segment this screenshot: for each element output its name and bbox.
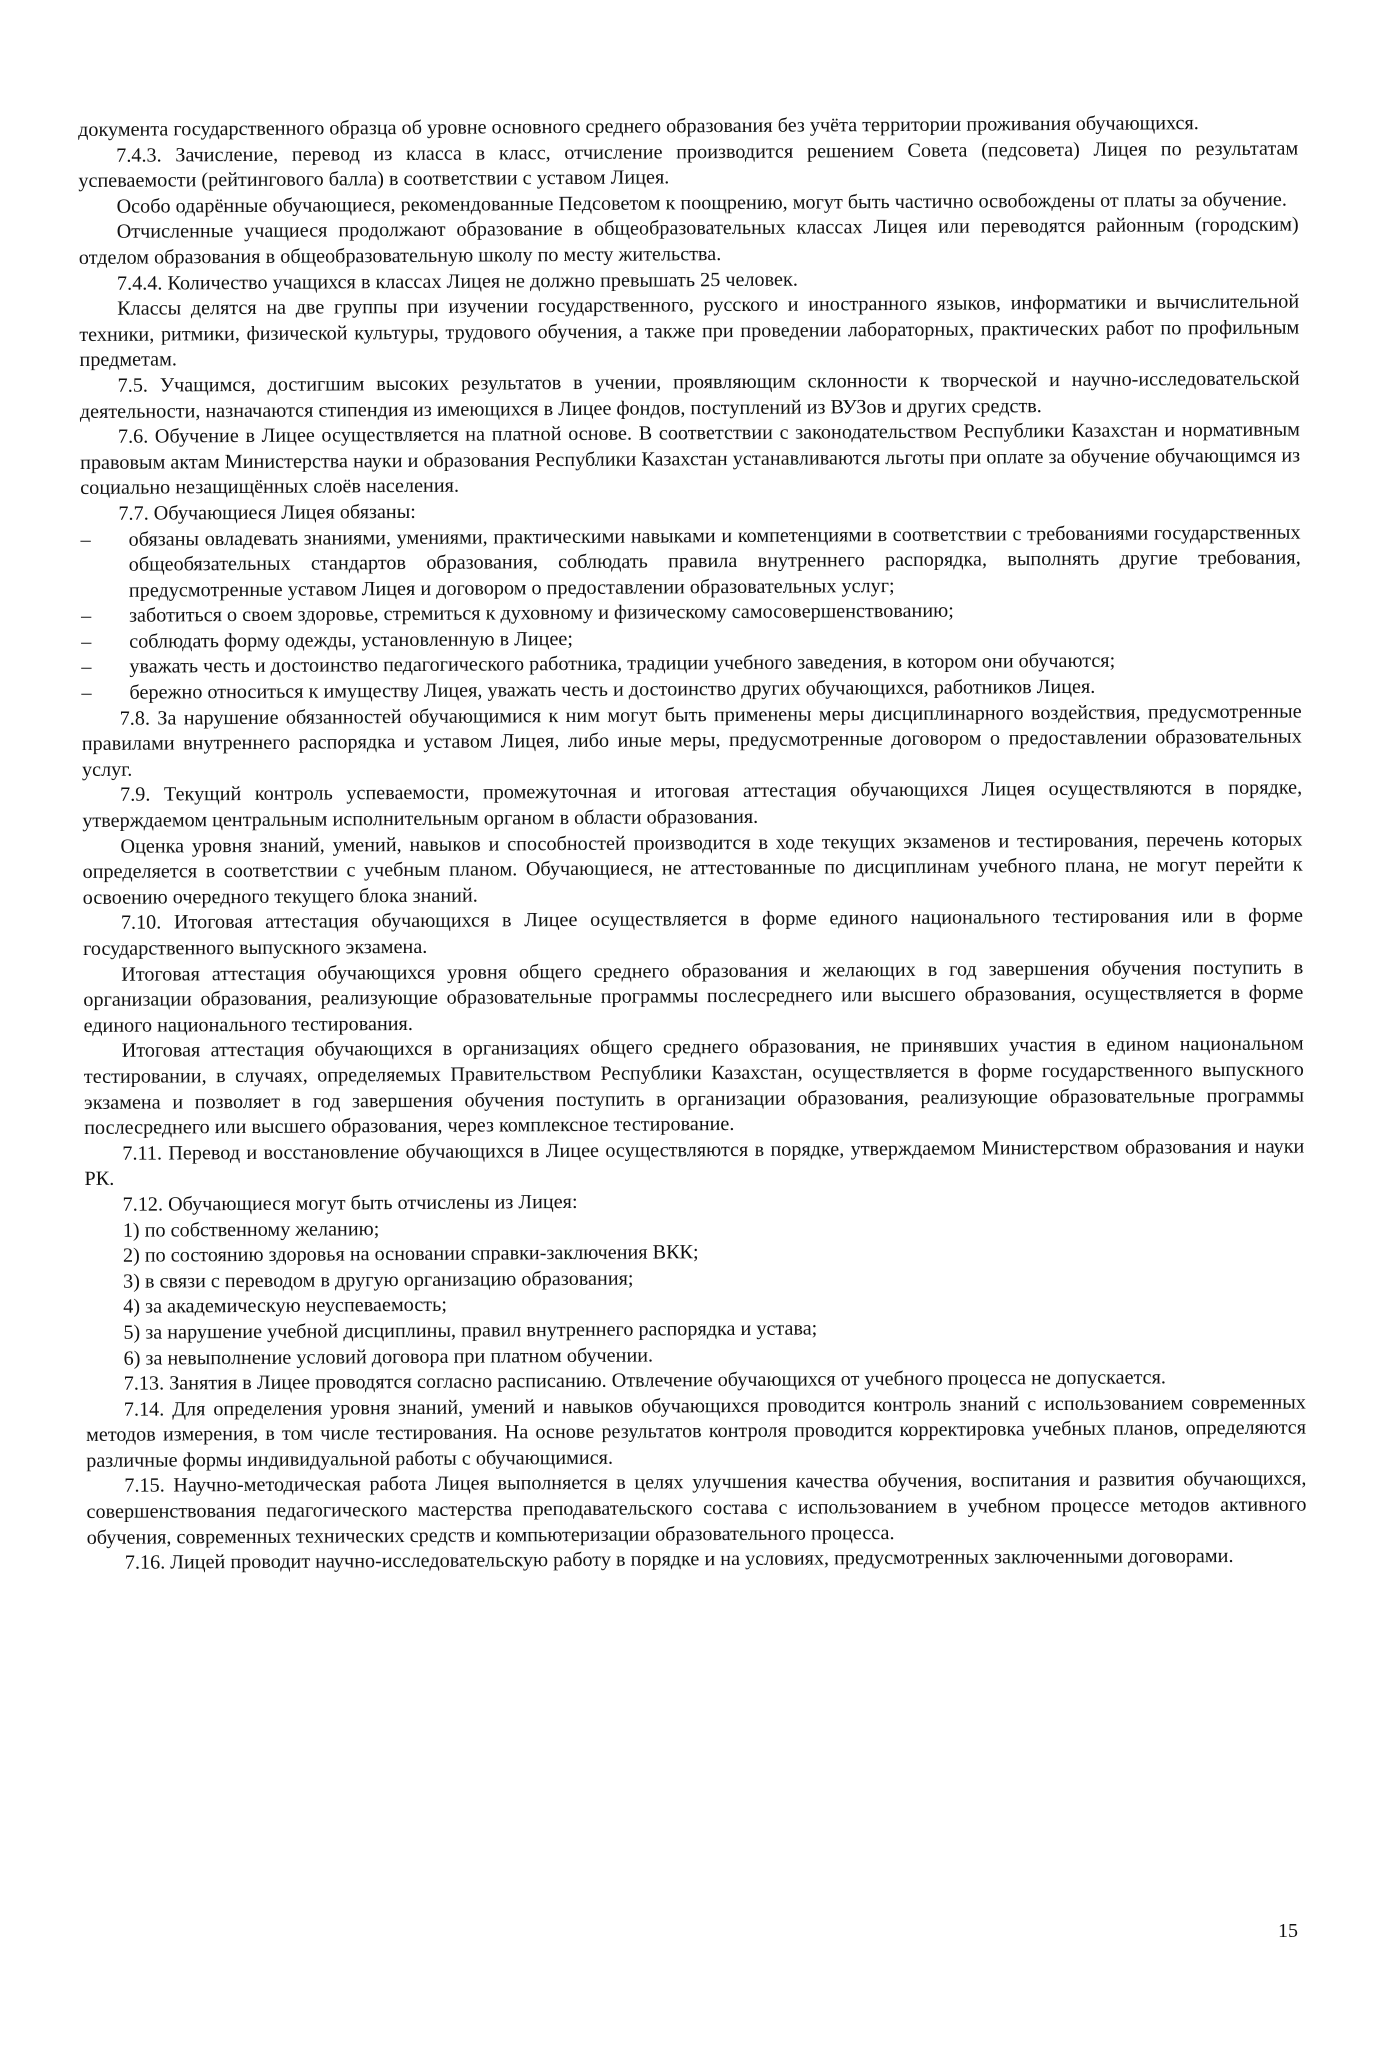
paragraph: 7.4.4. Количество учащихся в классах Лицея не должно превышать 25 человек. — [116, 268, 798, 295]
duty-list-item: – заботиться о своем здоровье, стремиться к духовному и физическому самосовершенствованию; — [81, 597, 1301, 630]
expulsion-reason-item: 6) за невыполнение условий договора при платном обучении. — [123, 1344, 654, 1370]
paragraph: Классы делятся на две группы при изучении государственного, русского и иностранного языков, информатики и вычислительной техники, ритмики, физической культуры, трудового обучения, а также при проведении лабораторных, практических работ по профильным предметам. — [79, 290, 1300, 372]
paragraph: Отчисленные учащиеся продолжают образование в общеобразовательных классах Лицея или переводятся районным (городским) отделом образования в общеобразовательную школу по месту жительства. — [78, 213, 1299, 269]
document-body — [78, 111, 1307, 1577]
expulsion-reason-item: 5) за нарушение учебной дисциплины, правил внутреннего распорядка и устава; — [123, 1317, 818, 1344]
paragraph: Оценка уровня знаний, умений, навыков и способностей производится в ходе текущих экзаменов и тестирования, перечень которых определяется в соответствии с учебным планом. Обучающиеся, не аттестованные по дисциплинам учебного плана, не могут перейти к освоению очередного текущего блока знаний. — [82, 828, 1303, 909]
paragraph: 7.16. Лицей проводит научно-исследовательскую работу в порядке и на условиях, предусмотренных заключенными договорами. — [124, 1545, 1234, 1574]
paragraph: 7.6. Обучение в Лицее осуществляется на платной основе. В соответствии с законодательством Республики Казахстан и нормативным правовым актам Министерства науки и образования Республики Казахстан устанавливаются льготы при оплате за обучение обучающимся из социально незащищённых слоёв населения. — [80, 418, 1301, 500]
paragraph: 7.5. Учащимся, достигшим высоких результатов в учении, проявляющим склонности к творческой и научно-исследовательской деятельности, назначаются стипендия из имеющихся в Лицее фондов, поступлений из ВУЗов и других средств. — [79, 367, 1300, 423]
paragraph-group-bottom — [86, 1365, 1307, 1577]
page-number: 15 — [1278, 1920, 1298, 1942]
paragraph: 7.15. Научно-методическая работа Лицея выполняется в целях улучшения качества обучения, воспитания и развития обучающихся, совершенствования педагогического мастерства преподавательского состава с использованием в учебном процессе методов активного обучения, современных технических средств и компьютеризации образовательного процесса. — [86, 1467, 1307, 1549]
paragraph: 7.12. Обучающиеся могут быть отчислены из Лицея: — [122, 1190, 578, 1216]
duty-list-item: – бережно относиться к имуществу Лицея, уважать честь и достоинство других обучающихся, работников Лицея. — [81, 674, 1301, 707]
duties-list — [81, 520, 1302, 707]
paragraph: 7.4.3. Зачисление, перевод из класса в класс, отчисление производится решением Совета (педсовета) Лицея по результатам успеваемости (рейтингового балла) в соответствии с уставом Лицея. — [78, 137, 1299, 193]
expulsion-reasons-list — [85, 1211, 1306, 1372]
paragraph: 7.9. Текущий контроль успеваемости, промежуточная и итоговая аттестация обучающихся Лицея осуществляются в порядке, утверждаемом центральным исполнительным органом в области образования. — [82, 776, 1303, 833]
expulsion-reason-item: 1) по собственному желанию; — [122, 1217, 380, 1242]
expulsion-reason-item: 2) по состоянию здоровья на основании справки-заключения ВКК; — [122, 1241, 699, 1267]
paragraph: Итоговая аттестация обучающихся в организациях общего среднего образования, не принявших участия в едином национальном тестировании, в случаях, определяемых Правительством Республики Казахстан, осуществляется в форме государственного выпускного экзамена и позволяет в год завершения обучения поступить в организации образования, реализующие образовательные программы послесреднего или высшего образования, через комплексное тестирование. — [83, 1032, 1305, 1140]
paragraph: 7.11. Перевод и восстановление обучающихся в Лицее осуществляются в порядке, утверждаемом Министерством образования и науки РК. — [84, 1135, 1305, 1191]
duty-list-item: – уважать честь и достоинство педагогического работника, традиции учебного заведения, в котором они обучаются; — [81, 648, 1301, 681]
paragraph: 7.13. Занятия в Лицее проводятся согласно расписанию. Отвлечение обучающихся от учебного процесса не допускается. — [123, 1366, 1166, 1395]
expulsion-reason-item: 3) в связи с переводом в другую организацию образования; — [123, 1267, 634, 1293]
paragraph: Особо одарённые обучающиеся, рекомендованные Педсоветом к поощрению, могут быть частично освобождены от платы за обучение. — [116, 188, 1287, 218]
paragraph: 7.7. Обучающиеся Лицея обязаны: — [118, 500, 416, 525]
paragraph-group-top — [78, 111, 1300, 528]
paragraph: документа государственного образца об уровне основного среднего образования без учёта территории проживания обучающихся. — [78, 112, 1199, 141]
paragraph-group-middle — [82, 699, 1305, 1218]
paragraph: 7.10. Итоговая аттестация обучающихся в Лицее осуществляется в форме единого национального тестирования или в форме государственного выпускного экзамена. — [83, 904, 1303, 960]
paragraph: 7.8. За нарушение обязанностей обучающимися к ним могут быть применены меры дисциплинарного воздействия, предусмотренные правилами внутреннего распорядка и уставом Лицея, либо иные меры, предусмотренные договором о предоставлении образовательных услуг. — [81, 700, 1302, 781]
paragraph: 7.14. Для определения уровня знаний, умений и навыков обучающихся проводится контроль знаний с использованием современных методов измерения, в том числе тестирования. На основе результатов контроля проводится корректировка учебных планов, определяются различные формы индивидуальной работы с обучающимися. — [85, 1391, 1307, 1472]
expulsion-reason-item: 4) за академическую неуспеваемость; — [123, 1294, 447, 1319]
paragraph: Итоговая аттестация обучающихся уровня общего среднего образования и желающих в год завершения обучения поступить в организации образования, реализующие образовательные программы послесреднего или высшего образования, осуществляется в форме единого национального тестирования. — [83, 956, 1304, 1037]
duty-list-item: – обязаны овладевать знаниями, умениями, практическими навыками и компетенциями в соответствии с требованиями государственных общеобязательных стандартов образования, соблюдать правила внутреннего распорядка, выполнять другие требования, предусмотренные уставом Лицея и договором о предоставлении образовательных услуг; — [81, 520, 1301, 604]
duty-list-item: – соблюдать форму одежды, установленную в Лицее; — [81, 622, 1301, 655]
